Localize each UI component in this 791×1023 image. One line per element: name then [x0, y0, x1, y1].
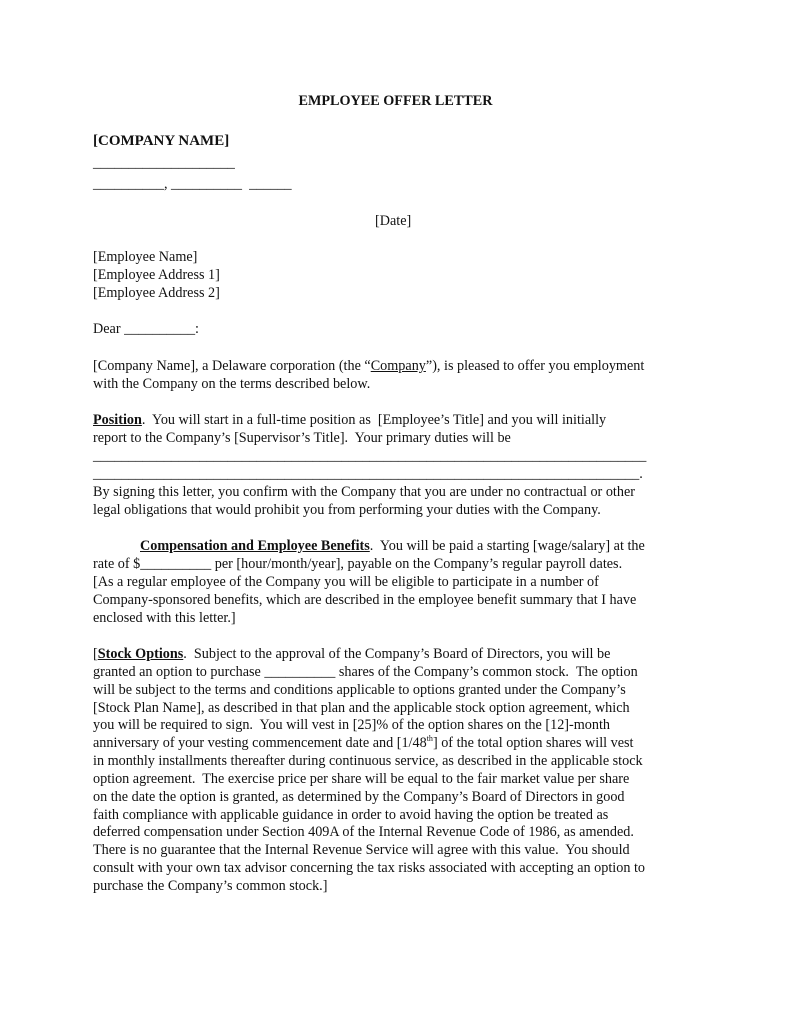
document-title: EMPLOYEE OFFER LETTER	[298, 93, 493, 109]
company-city-state-zip-blank: __________, __________ ______	[93, 176, 292, 192]
position-line-2: report to the Company’s [Supervisor’s Title]. Your primary duties will be	[93, 430, 511, 446]
employee-address-2: [Employee Address 2]	[93, 285, 220, 301]
compensation-line-2: rate of $__________ per [hour/month/year], payable on the Company’s regular payroll dates.	[93, 556, 623, 572]
stock-line-5: you will be required to sign. You will vest in [25]% of the option shares on the [12]-month	[93, 717, 610, 733]
compensation-line-5: enclosed with this letter.]	[93, 610, 236, 626]
compensation-line-3: [As a regular employee of the Company you will be eligible to participate in a number of	[93, 574, 599, 590]
position-line-6: legal obligations that would prohibit you from performing your duties with the Company.	[93, 502, 601, 518]
stock-line-9: on the date the option is granted, as determined by the Company’s Board of Directors in good	[93, 789, 625, 805]
compensation-line-1	[140, 537, 645, 555]
stock-line-14: purchase the Company’s common stock.]	[93, 878, 328, 894]
letter-date: [Date]	[375, 213, 412, 229]
position-text: . You will start in a full-time position as [Employee’s Title] and you will initially	[141, 412, 607, 428]
company-name: [COMPANY NAME]	[93, 133, 230, 149]
stock-l6-superscript: th	[426, 734, 433, 743]
intro-text-b: ”), is pleased to offer you employment	[425, 358, 645, 374]
stock-line-10: faith compliance with applicable guidance in order to avoid having the option be treated as	[93, 807, 609, 823]
position-duties-blank-2: _____________________________________________________________________________.	[93, 466, 643, 482]
position-line-5: By signing this letter, you confirm with the Company that you are under no contractual or other	[93, 484, 635, 500]
company-defined-term: Company	[370, 358, 426, 374]
compensation-text: . You will be paid a starting [wage/salary] at the	[369, 538, 645, 554]
employee-address-1: [Employee Address 1]	[93, 267, 220, 283]
stock-line-12: There is no guarantee that the Internal Revenue Service will agree with this value. You should	[93, 842, 630, 858]
position-duties-blank-1: ______________________________________________________________________________	[93, 448, 647, 464]
intro-line-1	[93, 357, 644, 375]
stock-line-11: deferred compensation under Section 409A of the Internal Revenue Code of 1986, as amended.	[93, 824, 634, 840]
stock-open-bracket: [	[93, 646, 98, 662]
stock-l6-a: anniversary of your vesting commencement date and [1/48	[93, 735, 427, 751]
salutation: Dear __________:	[93, 321, 199, 337]
stock-line-4: [Stock Plan Name], as described in that plan and the applicable stock option agreement, which	[93, 700, 630, 716]
stock-text: . Subject to the approval of the Company’s Board of Directors, you will be	[183, 646, 611, 662]
stock-line-7: in monthly installments thereafter during continuous service, as described in the applicable stock	[93, 753, 643, 769]
intro-line-2: with the Company on the terms described below.	[93, 376, 371, 392]
stock-options-heading: Stock Options	[97, 646, 184, 662]
compensation-line-4: Company-sponsored benefits, which are described in the employee benefit summary that I have	[93, 592, 637, 608]
stock-line-6	[93, 734, 634, 752]
compensation-heading: Compensation and Employee Benefits	[140, 538, 370, 554]
position-heading: Position	[93, 412, 142, 428]
intro-text-a: [Company Name], a Delaware corporation (the “	[93, 358, 371, 374]
stock-line-1	[93, 645, 610, 663]
position-line-1	[93, 411, 606, 429]
stock-l6-b: ] of the total option shares will vest	[432, 735, 634, 751]
stock-line-3: will be subject to the terms and conditions applicable to options granted under the Company’s	[93, 682, 626, 698]
stock-line-2: granted an option to purchase __________ shares of the Company’s common stock. The option	[93, 664, 638, 680]
company-address-blank: ____________________	[93, 155, 235, 171]
employee-name: [Employee Name]	[93, 249, 198, 265]
stock-line-13: consult with your own tax advisor concerning the tax risks associated with accepting an option to	[93, 860, 646, 876]
stock-line-8: option agreement. The exercise price per share will be equal to the fair market value per share	[93, 771, 630, 787]
